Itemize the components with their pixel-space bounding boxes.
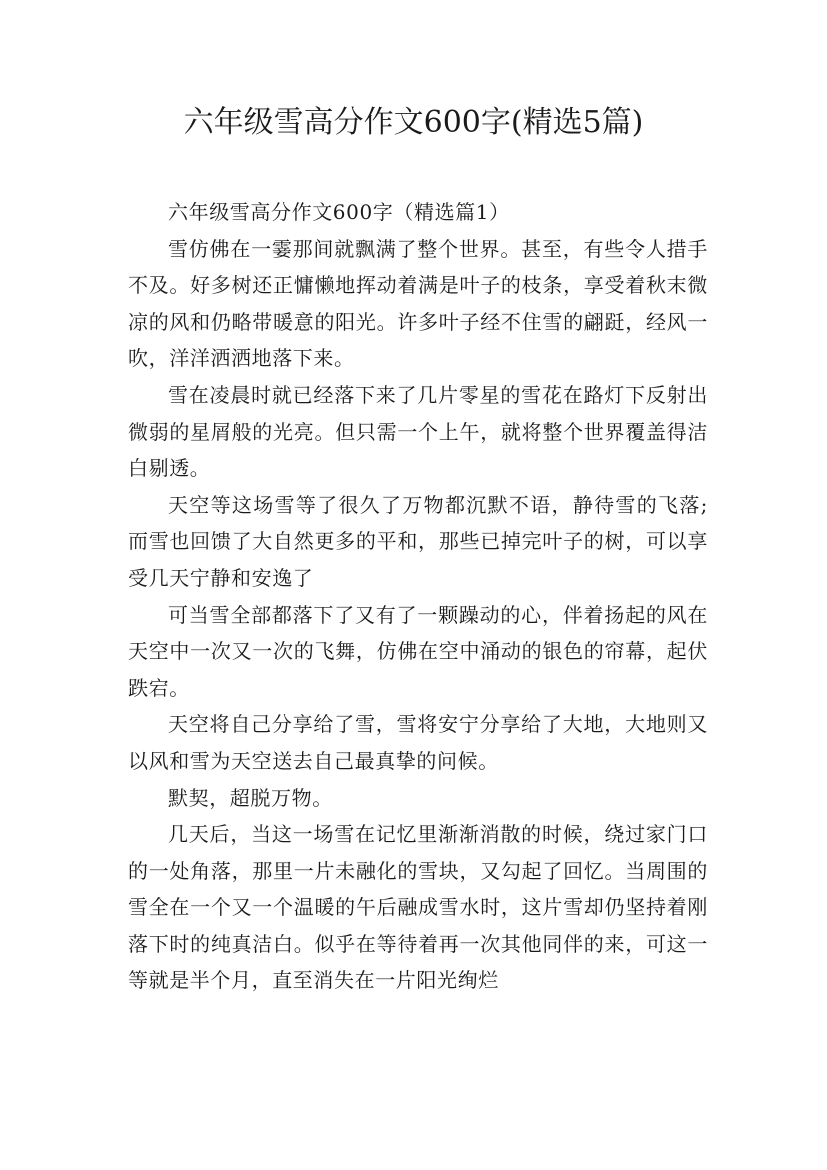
paragraph: 天空将自己分享给了雪，雪将安宁分享给了大地，大地则又以风和雪为天空送去自己最真挚的问候。 [128,712,708,773]
document-title: 六年级雪高分作文600字(精选5篇) [183,105,644,140]
document-body [128,194,708,999]
paragraph: 天空等这场雪等了很久了万物都沉默不语，静待雪的飞落;而雪也回馈了大自然更多的平和，那些已掉完叶子的树，可以享受几天宁静和安逸了 [128,492,708,590]
paragraph: 可当雪全部都落下了又有了一颗躁动的心，伴着扬起的风在天空中一次又一次的飞舞，仿佛在空中涌动的银色的帘幕，起伏跌宕。 [128,602,708,700]
paragraph: 雪在凌晨时就已经落下来了几片零星的雪花在路灯下反射出微弱的星屑般的光亮。但只需一个上午，就将整个世界覆盖得洁白剔透。 [128,382,708,481]
paragraph: 雪仿佛在一霎那间就飘满了整个世界。甚至，有些令人措手不及。好多树还正慵懒地挥动着满是叶子的枝条，享受着秋末微凉的风和仍略带暖意的阳光。许多叶子经不住雪的翩跹，经风一吹，洋洋洒洒地落下来。 [128,236,708,371]
paragraph: 几天后，当这一场雪在记忆里渐渐消散的时候，绕过家门口的一处角落，那里一片未融化的雪块，又勾起了回忆。当周围的雪全在一个又一个温暖的午后融成雪水时，这片雪却仍坚持着刚落下时的纯真洁白。似乎在等待着再一次其他同伴的来，可这一等就是半个月，直至消失在一片阳光绚烂 [128,822,708,993]
paragraph: 默契，超脱万物。 [168,785,333,810]
section-heading: 六年级雪高分作文600字（精选篇1） [168,200,510,224]
